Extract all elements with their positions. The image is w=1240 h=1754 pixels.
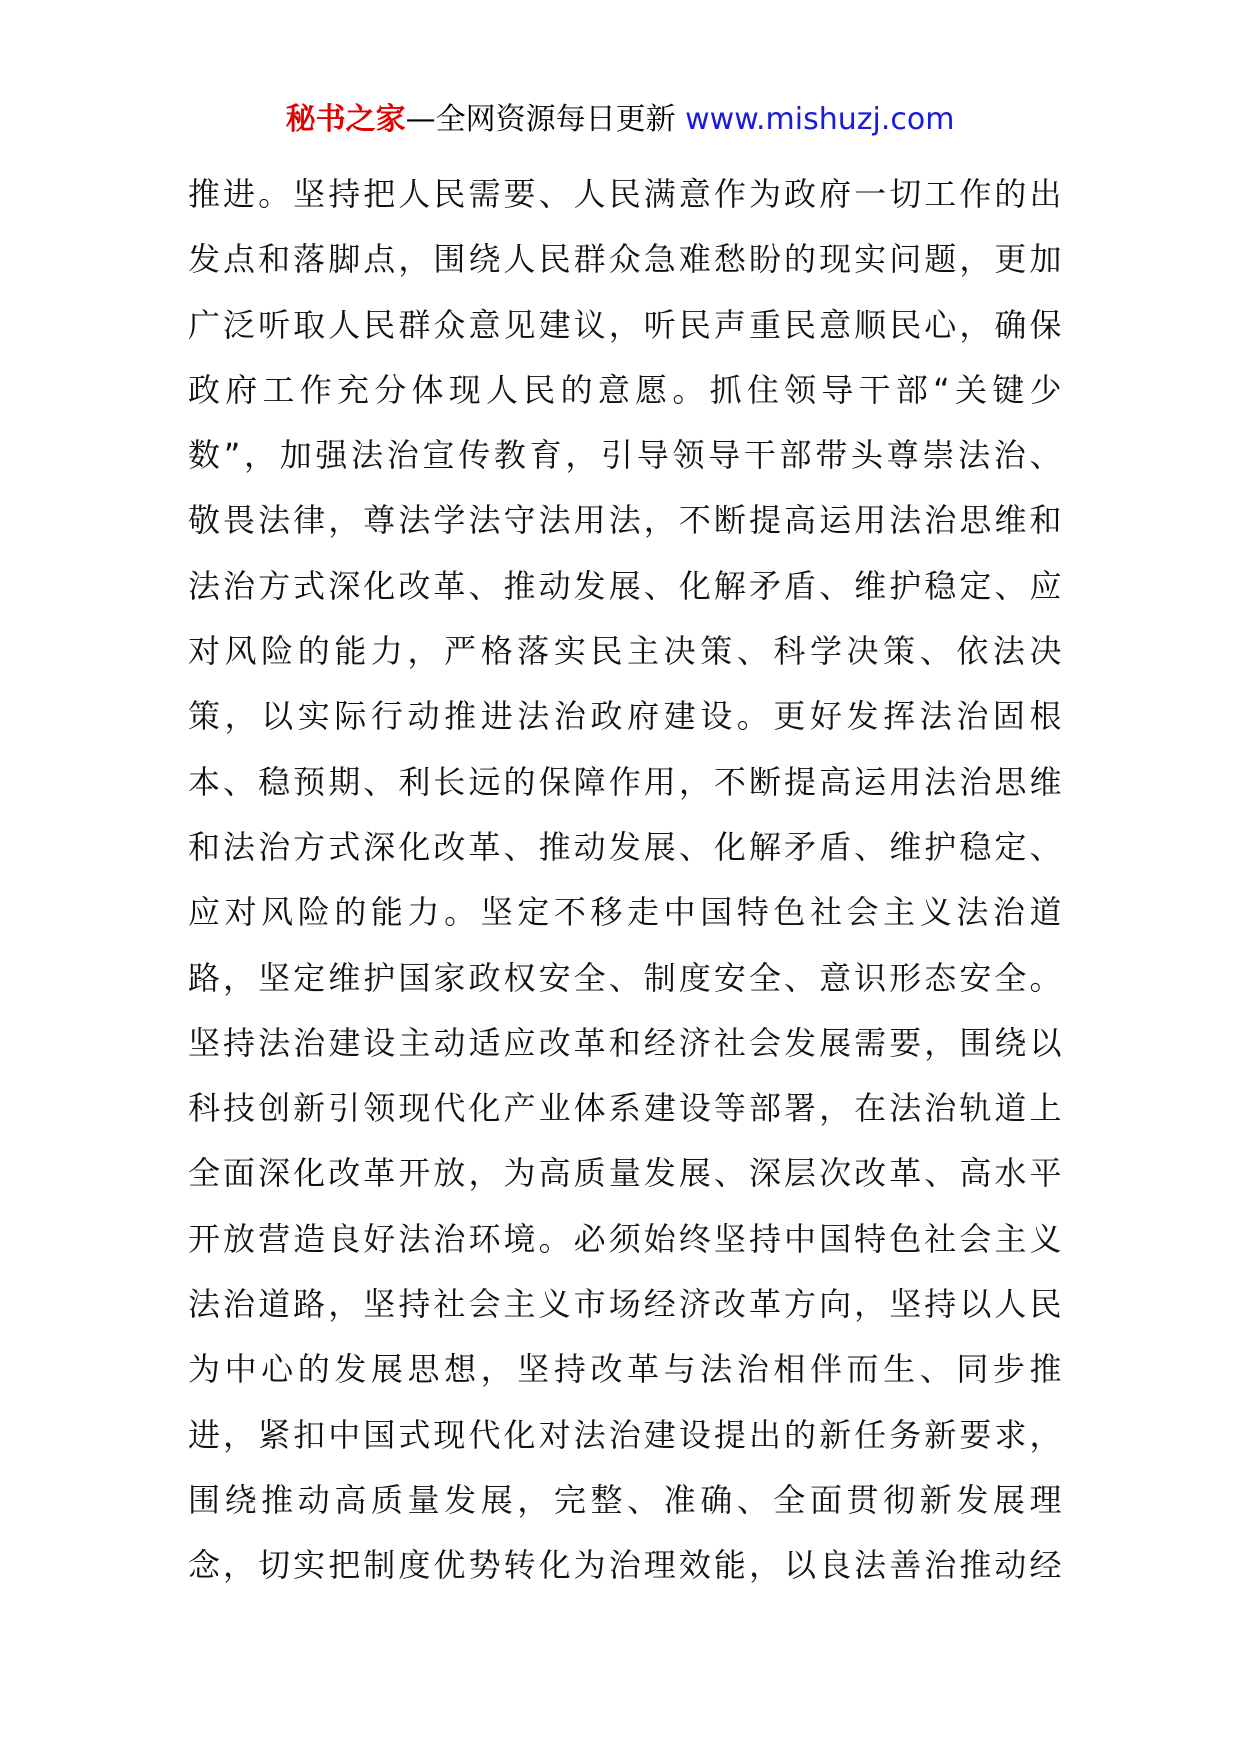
text-line: 政府工作充分体现人民的意愿。抓住领导干部“关键少 bbox=[188, 370, 1062, 409]
text-line: 法治道路，坚持社会主义市场经济改革方向，坚持以人民 bbox=[188, 1285, 1062, 1324]
header-tagline: —全网资源每日更新 bbox=[405, 102, 676, 137]
text-line: 法治方式深化改革、推动发展、化解矛盾、维护稳定、应 bbox=[188, 566, 1062, 605]
text-line: 对风险的能力，严格落实民主决策、科学决策、依法决 bbox=[188, 632, 1062, 671]
header-url-link[interactable]: www.mishuzj.com bbox=[685, 102, 955, 137]
text-line: 路，坚定维护国家政权安全、制度安全、意识形态安全。 bbox=[188, 958, 1062, 997]
text-line: 念，切实把制度优势转化为治理效能，以良法善治推动经 bbox=[188, 1546, 1062, 1585]
header-brand: 秘书之家 bbox=[285, 102, 406, 137]
text-line: 进，紧扣中国式现代化对法治建设提出的新任务新要求， bbox=[188, 1415, 1062, 1454]
text-line: 和法治方式深化改革、推动发展、化解矛盾、维护稳定、 bbox=[188, 827, 1062, 866]
text-line: 围绕推动高质量发展，完整、准确、全面贯彻新发展理 bbox=[188, 1480, 1062, 1519]
text-line: 本、稳预期、利长远的保障作用，不断提高运用法治思维 bbox=[188, 762, 1062, 801]
page-header bbox=[0, 100, 1240, 140]
text-line: 应对风险的能力。坚定不移走中国特色社会主义法治道 bbox=[188, 893, 1062, 932]
text-line: 坚持法治建设主动适应改革和经济社会发展需要，围绕以 bbox=[188, 1023, 1062, 1062]
text-line: 数”，加强法治宣传教育，引导领导干部带头尊崇法治、 bbox=[188, 436, 1062, 475]
text-line: 为中心的发展思想，坚持改革与法治相伴而生、同步推 bbox=[188, 1350, 1062, 1389]
text-line: 发点和落脚点，围绕人民群众急难愁盼的现实问题，更加 bbox=[188, 240, 1062, 279]
text-line: 开放营造良好法治环境。必须始终坚持中国特色社会主义 bbox=[188, 1219, 1062, 1258]
text-line: 敬畏法律，尊法学法守法用法，不断提高运用法治思维和 bbox=[188, 501, 1062, 540]
text-line: 全面深化改革开放，为高质量发展、深层次改革、高水平 bbox=[188, 1154, 1062, 1193]
text-line: 科技创新引领现代化产业体系建设等部署，在法治轨道上 bbox=[188, 1089, 1062, 1128]
text-line: 广泛听取人民群众意见建议，听民声重民意顺民心，确保 bbox=[188, 305, 1062, 344]
text-line: 推进。坚持把人民需要、人民满意作为政府一切工作的出 bbox=[188, 175, 1062, 213]
body-paragraph bbox=[188, 162, 1062, 1599]
text-line: 策，以实际行动推进法治政府建设。更好发挥法治固根 bbox=[188, 697, 1062, 736]
